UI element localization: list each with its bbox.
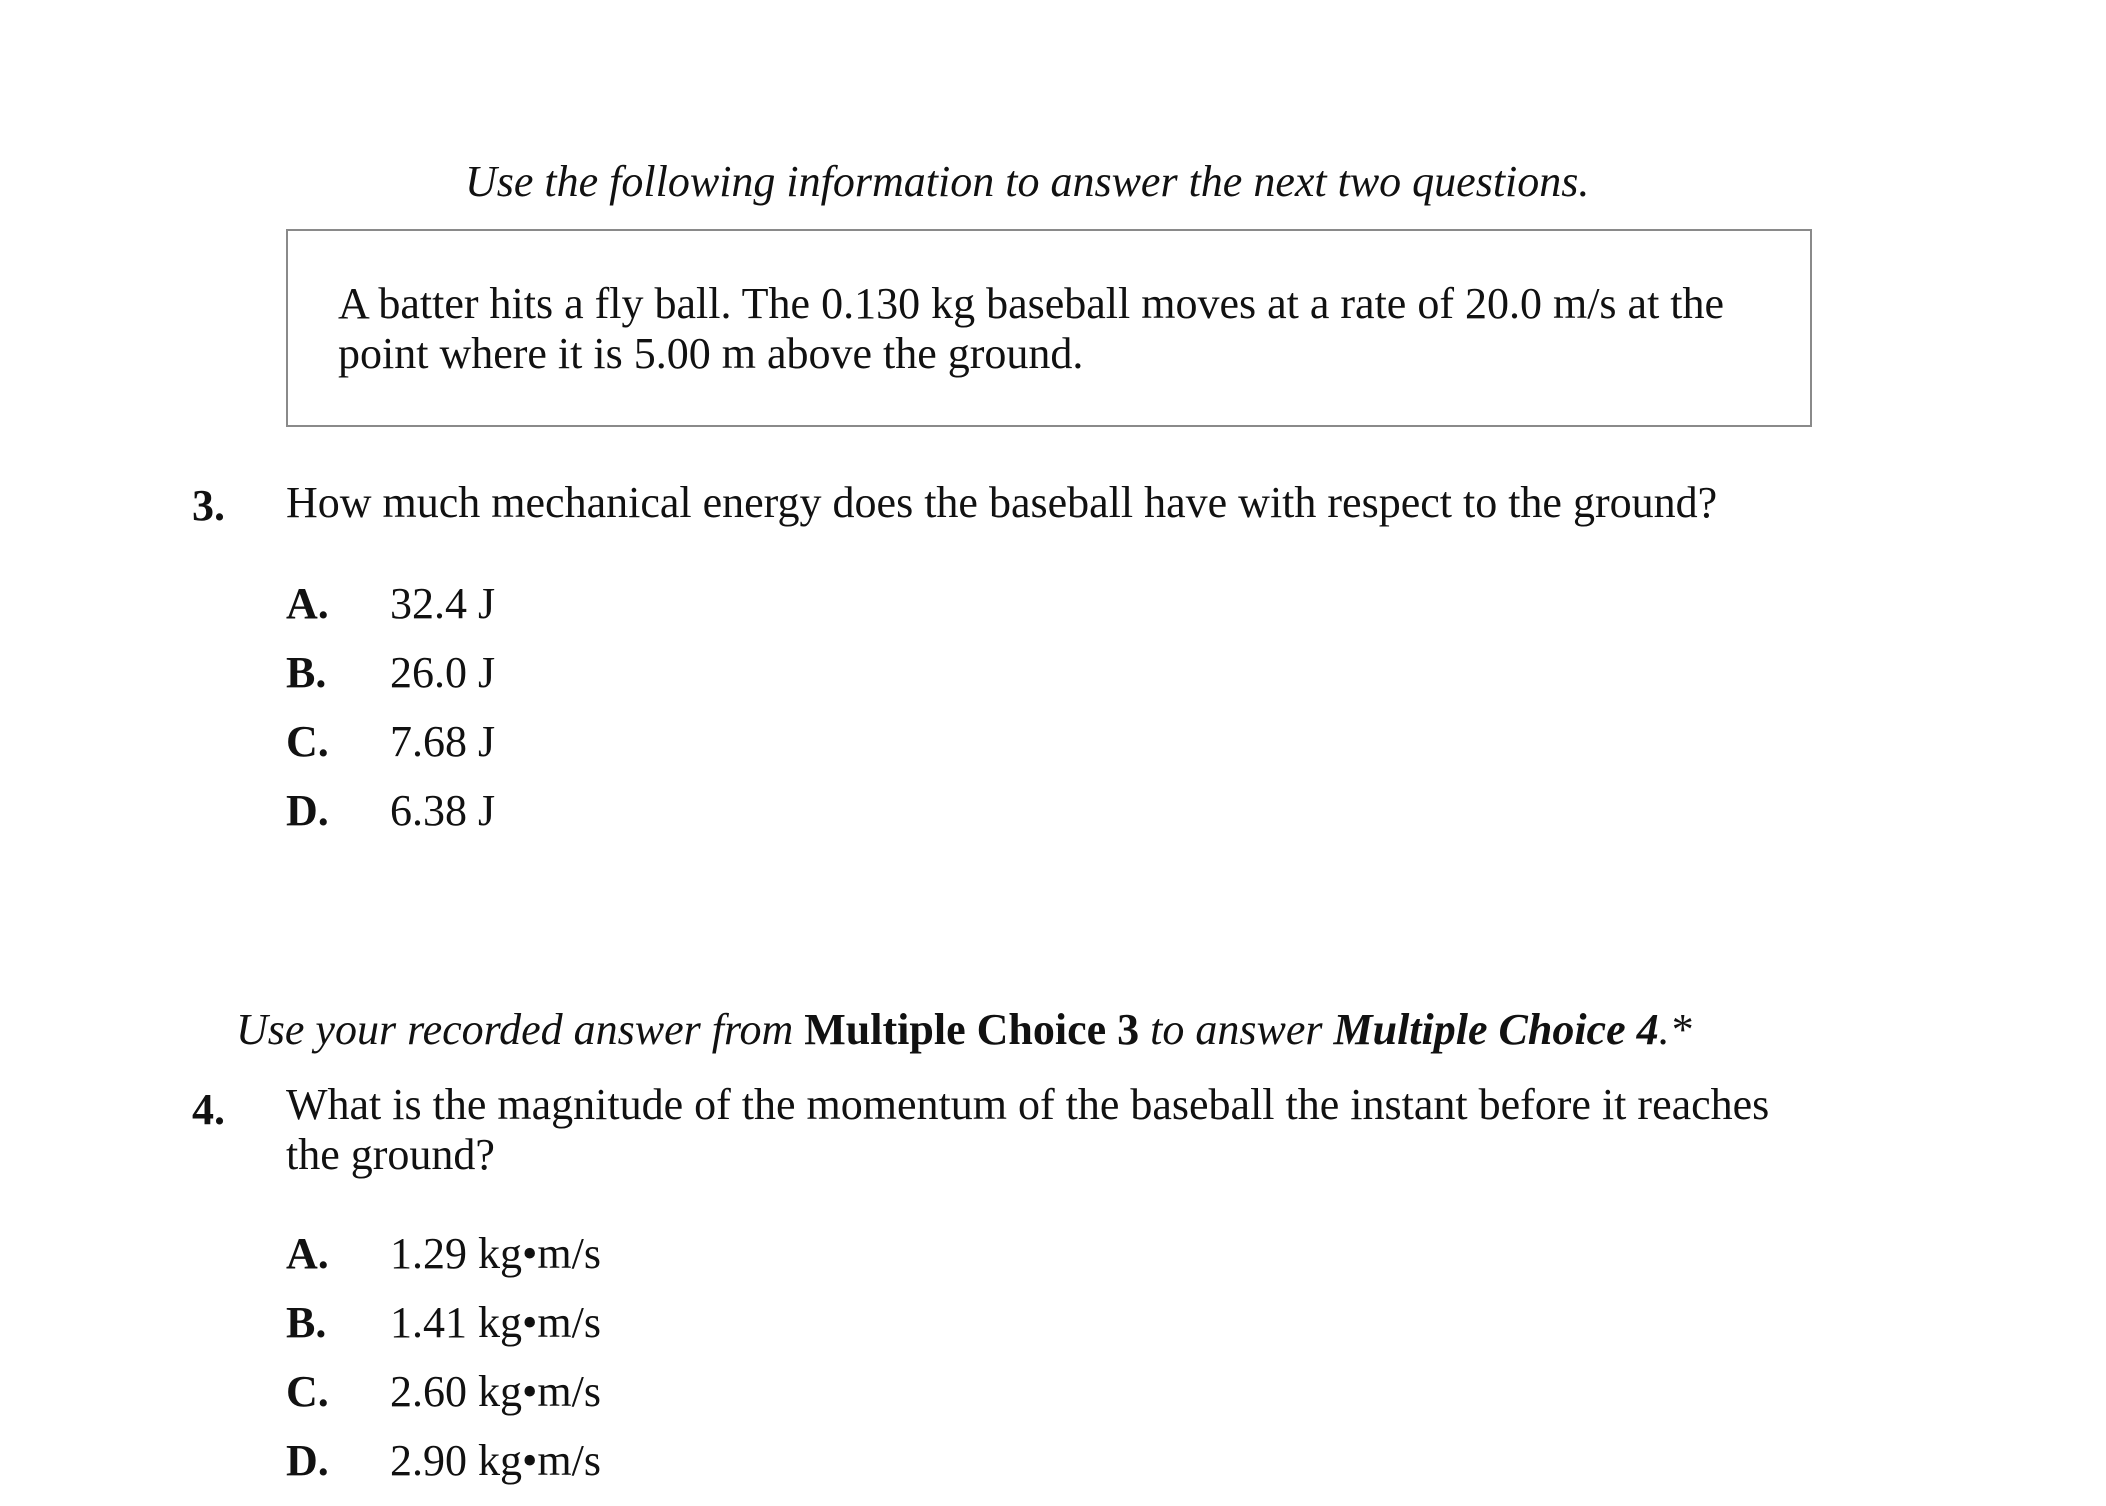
- option-letter: A.: [286, 579, 329, 628]
- instruction-part-3: to answer: [1139, 1005, 1334, 1054]
- question-4-option-c[interactable]: [286, 1366, 601, 1417]
- option-value: 26.0 J: [390, 648, 496, 697]
- question-3-option-a[interactable]: [286, 578, 495, 629]
- option-value: 2.60 kg•m/s: [390, 1367, 601, 1416]
- question-4-option-d[interactable]: [286, 1435, 601, 1486]
- option-value: 32.4 J: [390, 579, 496, 628]
- option-value: 2.90 kg•m/s: [390, 1436, 601, 1485]
- instruction-text: [236, 1004, 1692, 1055]
- option-value: 7.68 J: [390, 717, 496, 766]
- option-letter: B.: [286, 648, 327, 697]
- option-letter: C.: [286, 717, 329, 766]
- option-value: 1.29 kg•m/s: [390, 1229, 601, 1278]
- option-letter: D.: [286, 1436, 329, 1485]
- instruction-part-1: Use your recorded answer from: [236, 1005, 805, 1054]
- info-box: [286, 229, 1812, 427]
- question-4-stem: What is the magnitude of the momentum of the baseball the instant before it reaches the ground?: [286, 1080, 1770, 1179]
- question-3-option-c[interactable]: [286, 716, 495, 767]
- option-value: 1.41 kg•m/s: [390, 1298, 601, 1347]
- option-letter: B.: [286, 1298, 327, 1347]
- question-4-option-a[interactable]: [286, 1228, 601, 1279]
- question-4-number: 4.: [192, 1085, 225, 1134]
- option-letter: A.: [286, 1229, 329, 1278]
- intro-heading: Use the following information to answer the next two questions.: [465, 157, 1590, 206]
- question-3-option-b[interactable]: [286, 647, 495, 698]
- option-letter: C.: [286, 1367, 329, 1416]
- instruction-part-2: Multiple Choice 3: [804, 1005, 1140, 1054]
- info-text: A batter hits a fly ball. The 0.130 kg baseball moves at a rate of 20.0 m/s at the point where it is 5.00 m above the ground.: [338, 279, 1725, 378]
- question-3-option-d[interactable]: [286, 785, 495, 836]
- instruction-part-4: Multiple Choice 4: [1333, 1005, 1659, 1054]
- option-value: 6.38 J: [390, 786, 496, 835]
- question-3-number: 3.: [192, 481, 225, 530]
- question-4-option-b[interactable]: [286, 1297, 601, 1348]
- option-letter: D.: [286, 786, 329, 835]
- instruction-part-5: .*: [1658, 1005, 1692, 1054]
- question-3-stem: How much mechanical energy does the baseball have with respect to the ground?: [286, 478, 1718, 527]
